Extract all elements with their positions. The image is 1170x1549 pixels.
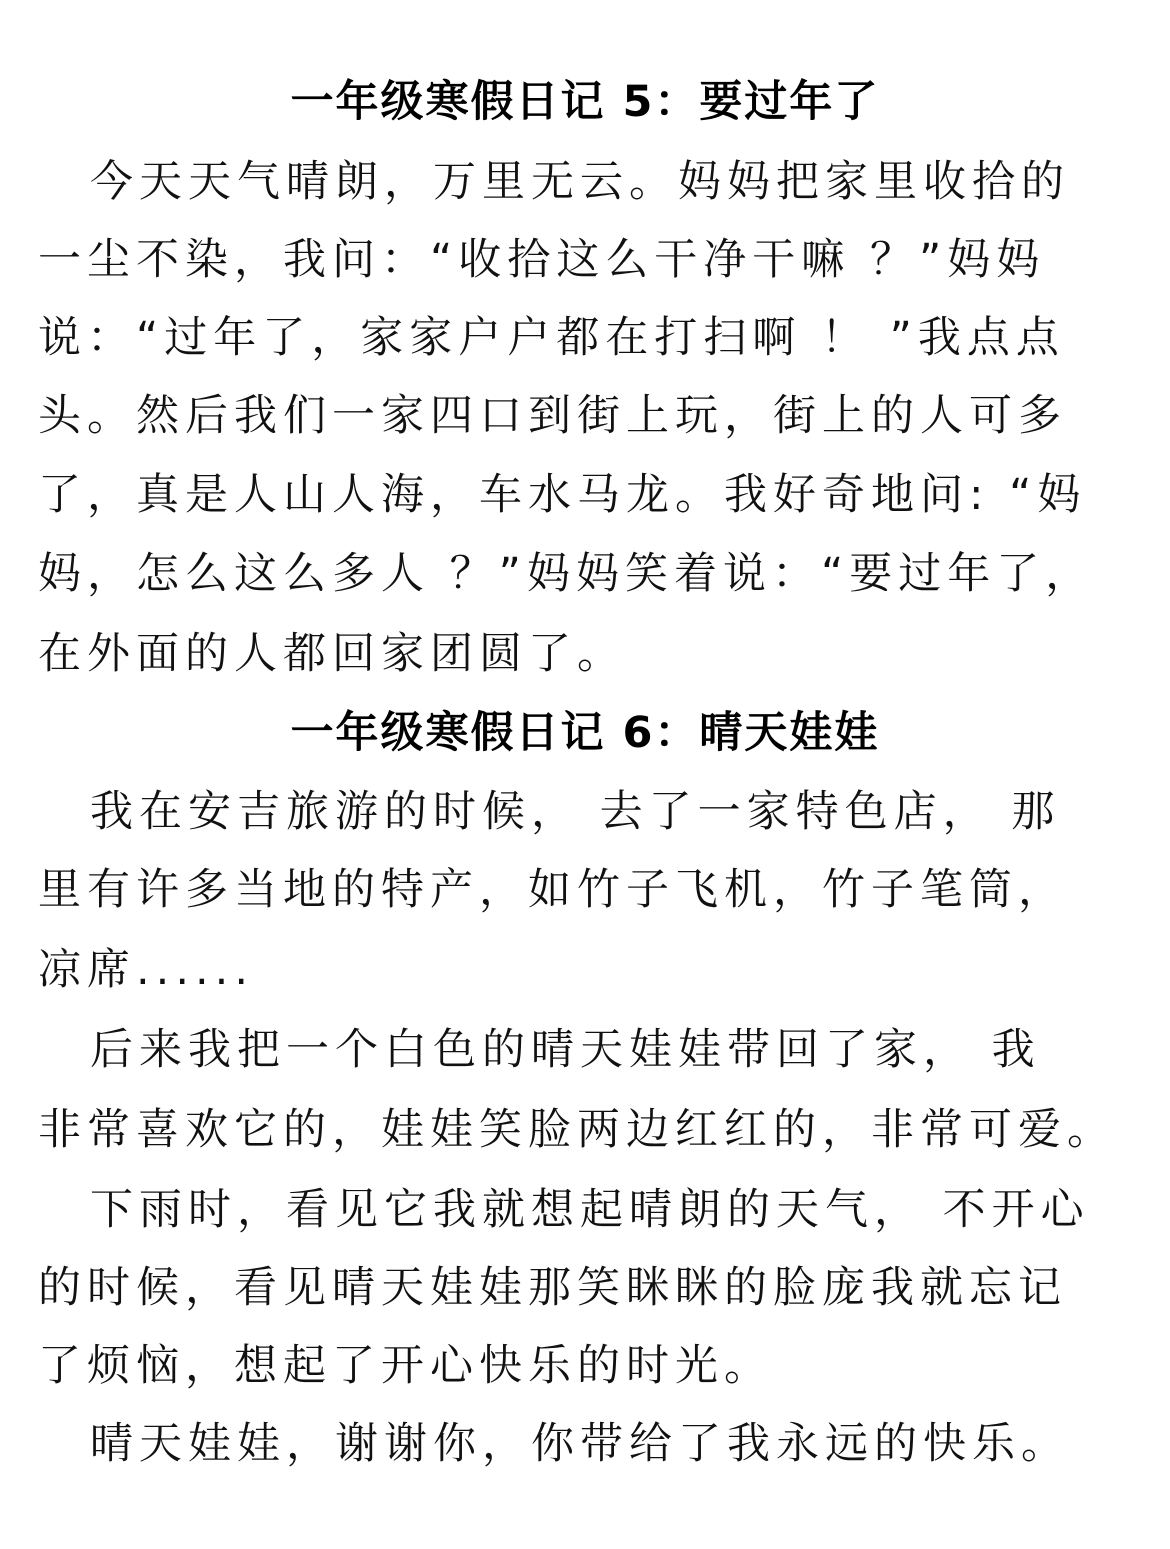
diary-6-title: 一年级寒假日记 6：晴天娃娃 — [290, 708, 880, 758]
diary-6-line: 了烦恼，想起了开心快乐的时光。 — [38, 1341, 773, 1391]
diary-6-line: 里有许多当地的特产，如竹子飞机，竹子笔筒， — [38, 865, 1067, 915]
diary-6-line: 下雨时，看见它我就想起晴朗的天气， 不开心 — [90, 1185, 1090, 1235]
diary-6-line: 我在安吉旅游的时候， 去了一家特色店， 那 — [90, 787, 1061, 837]
diary-6-line: 后来我把一个白色的晴天娃娃带回了家， 我 — [90, 1025, 1041, 1075]
diary-6-line: 的时候，看见晴天娃娃那笑眯眯的脸庞我就忘记 — [38, 1263, 1067, 1313]
diary-5-line: 头。然后我们一家四口到街上玩，街上的人可多 — [38, 391, 1067, 441]
diary-6-line: 晴天娃娃，谢谢你，你带给了我永远的快乐。 — [90, 1419, 1070, 1469]
diary-5-line: 说：“过年了，家家户户都在打扫啊 ！ ”我点点 — [38, 313, 1065, 363]
diary-6-line: 凉席...... — [38, 945, 255, 995]
diary-6-line: 非常喜欢它的，娃娃笑脸两边红红的，非常可爱。 — [38, 1105, 1116, 1155]
diary-5-line: 在外面的人都回家团圆了。 — [38, 629, 626, 679]
diary-5-title: 一年级寒假日记 5：要过年了 — [290, 77, 880, 127]
diary-5-line: 妈，怎么这么多人 ？”妈妈笑着说：“要过年了， — [38, 549, 1095, 599]
diary-5-line: 一尘不染，我问：“收拾这么干净干嘛 ？”妈妈 — [38, 235, 1046, 285]
diary-5-line: 今天天气晴朗，万里无云。妈妈把家里收拾的 — [90, 157, 1070, 207]
diary-5-line: 了，真是人山人海，车水马龙。我好奇地问: “妈 — [38, 470, 1087, 520]
